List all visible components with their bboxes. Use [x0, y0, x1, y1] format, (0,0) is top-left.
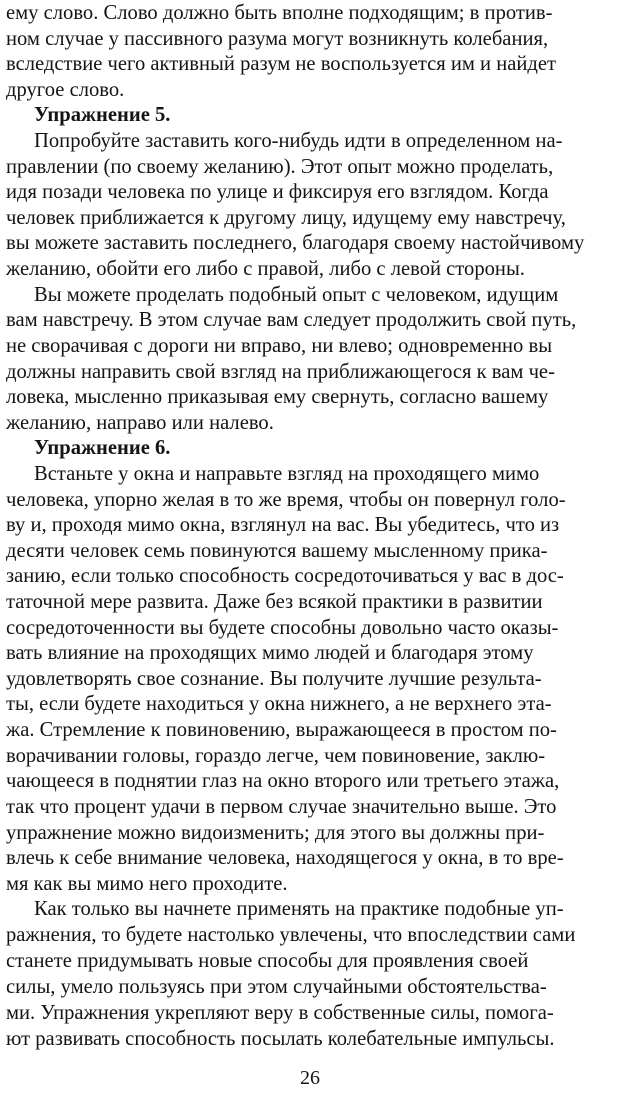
- exercise-6-heading: Упражнение 6.: [34, 437, 171, 460]
- page-number: 26: [300, 1067, 320, 1089]
- text-line: влечь к себе внимание человека, находящегося у окна, в то вре-: [6, 847, 564, 870]
- text-line: станете придумывать новые способы для проявления своей: [6, 950, 529, 972]
- text-line: десяти человек семь повинуются вашему мысленному прика-: [6, 539, 548, 562]
- text-line: вы можете заставить последнего, благодаря своему настойчивому: [6, 232, 585, 255]
- text-line: Вы можете проделать подобный опыт с человеком, идущим: [34, 283, 559, 306]
- text-line: ву и, проходя мимо окна, взглянул на вас. Вы убедитесь, что из: [6, 514, 560, 537]
- text-line: занию, если только способность сосредоточиваться у вас в дос-: [6, 565, 564, 588]
- text-line: должны направить свой взгляд на приближающегося к вам че-: [6, 360, 555, 383]
- text-line: ми. Упражнения укрепляют веру в собственные силы, помога-: [6, 1002, 554, 1024]
- text-line: чающееся в поднятии глаз на окно второго или третьего этажа,: [6, 770, 560, 793]
- text-line: упражнение можно видоизменить; для этого вы должны при-: [6, 821, 545, 844]
- text-line: ют развивать способность посылать колебательные импульсы.: [6, 1028, 555, 1050]
- text-line: Как только вы начнете применять на практике подобные уп-: [34, 898, 564, 920]
- text-line: вследствие чего активный разум не воспользуется им и найдет: [6, 53, 557, 76]
- text-line: ты, если будете находиться у окна нижнего, а не верхнего эта-: [6, 693, 552, 716]
- text-line: вать влияние на проходящих мимо людей и благодаря этому: [6, 642, 534, 665]
- text-line: удовлетворять свое сознание. Вы получите лучшие результа-: [6, 667, 542, 690]
- exercise-5-heading: Упражнение 5.: [34, 104, 171, 127]
- text-line: ворачивании головы, гораздо легче, чем повиновение, заклю-: [6, 744, 546, 767]
- text-line: другое слово.: [6, 78, 125, 101]
- text-line: ражнения, то будете настолько увлечены, что впоследствии сами: [6, 924, 576, 946]
- text-line: ном случае у пассивного разума могут возникнуть колебания,: [6, 27, 549, 50]
- text-line: вам навстречу. В этом случае вам следует продолжить свой путь,: [6, 309, 577, 332]
- text-line: сосредоточенности вы будете способны довольно часто оказы-: [6, 616, 559, 639]
- text-line: мя как вы мимо него проходите.: [6, 872, 288, 895]
- text-line: силы, умело пользуясь при этом случайными обстоятельства-: [6, 976, 547, 998]
- text-line: жа. Стремление к повиновению, выражающееся в простом по-: [6, 719, 557, 742]
- text-line: ловека, мысленно приказывая ему свернуть, согласно вашему: [6, 386, 549, 409]
- text-line: не сворачивая с дороги ни вправо, ни влево; одновременно вы: [6, 334, 553, 357]
- text-line: человека, упорно желая в то же время, чтобы он повернул голо-: [6, 488, 566, 511]
- text-line: желанию, направо или налево.: [6, 411, 274, 434]
- text-line: желанию, обойти его либо с правой, либо с левой стороны.: [6, 258, 525, 281]
- text-line: ему слово. Слово должно быть вполне подходящим; в против-: [6, 2, 553, 24]
- text-line: Встаньте у окна и направьте взгляд на проходящего мимо: [34, 462, 540, 485]
- text-line: так что процент удачи в первом случае значительно выше. Это: [6, 795, 557, 818]
- text-line: таточной мере развита. Даже без всякой практики в развитии: [6, 591, 543, 614]
- text-line: правлении (по своему желанию). Этот опыт можно проделать,: [6, 155, 554, 178]
- text-line: Попробуйте заставить кого-нибудь идти в определенном на-: [34, 130, 563, 153]
- text-line: человек приближается к другому лицу, идущему ему навстречу,: [6, 206, 566, 229]
- text-line: идя позади человека по улице и фиксируя его взглядом. Когда: [6, 181, 549, 204]
